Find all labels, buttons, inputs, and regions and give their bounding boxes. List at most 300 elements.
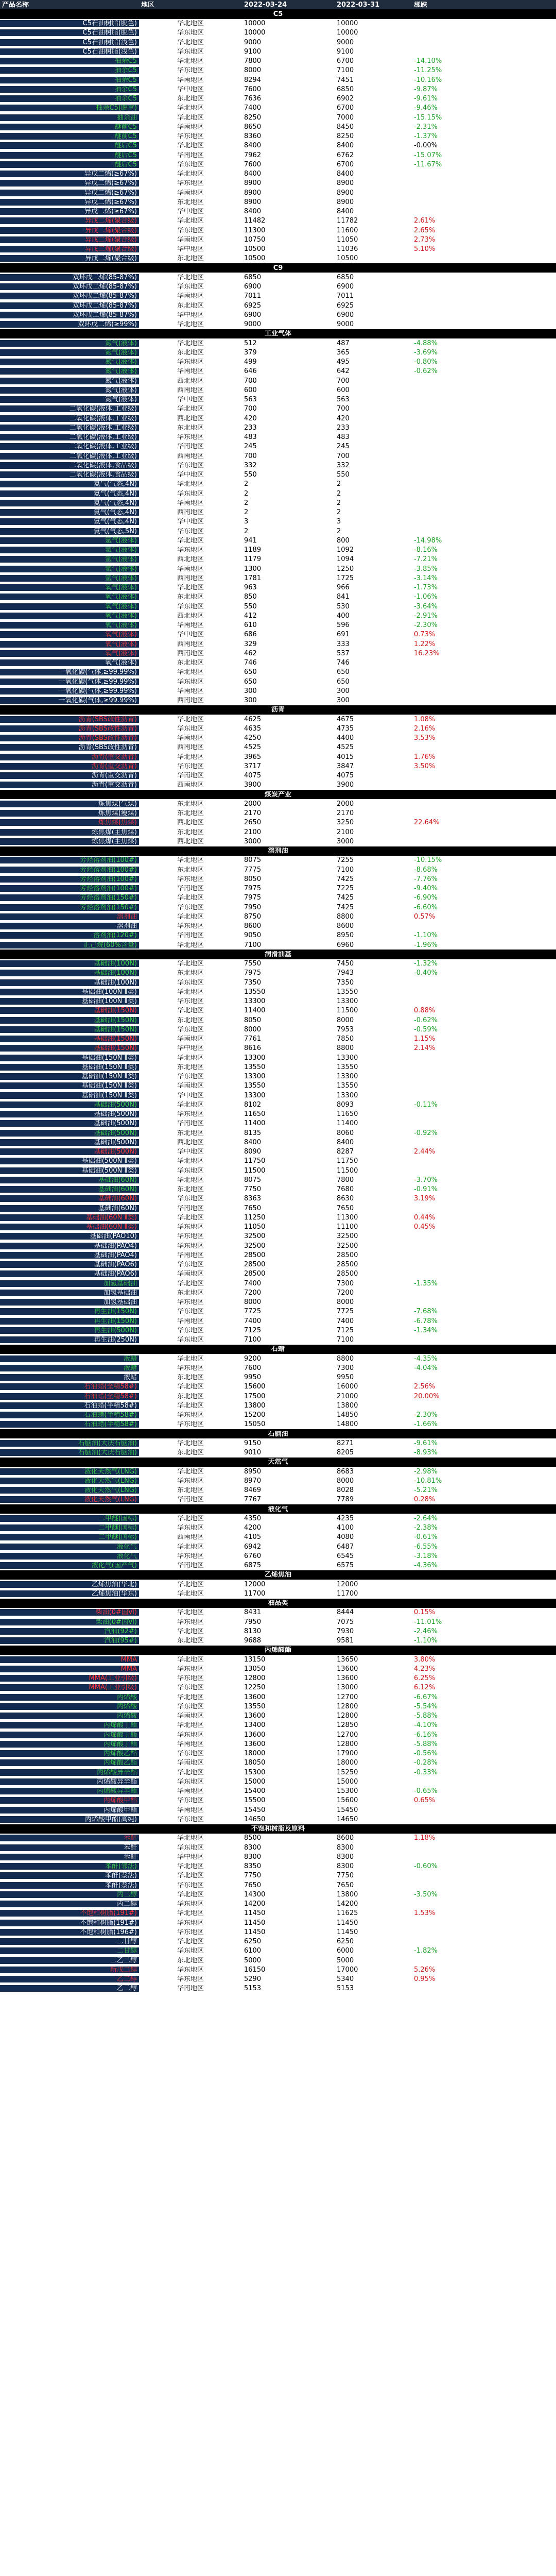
change-cell: -5.54%: [414, 1703, 438, 1710]
change-cell: -6.78%: [414, 1317, 438, 1325]
region-cell: 东北地区: [177, 1374, 204, 1381]
price-old-cell: 17500: [244, 1393, 266, 1400]
price-new-cell: 6850: [337, 274, 354, 281]
product-name-cell: 异戊二烯(≥67%): [0, 190, 139, 196]
price-old-cell: 7975: [244, 894, 262, 902]
region-cell: 东北地区: [177, 1063, 204, 1071]
section-title: C9: [273, 264, 283, 272]
price-old-cell: 13600: [244, 1713, 266, 1720]
table-row: [0, 1608, 556, 1617]
price-new-cell: 3847: [337, 762, 354, 770]
price-new-cell: 13550: [337, 1063, 358, 1071]
price-old-cell: 4105: [244, 1534, 262, 1541]
price-old-cell: 8600: [244, 923, 262, 930]
region-cell: 西南地区: [177, 1534, 204, 1541]
price-old-cell: 13600: [244, 1731, 266, 1738]
change-cell: 3.80%: [414, 1656, 436, 1663]
product-name-cell: 石油蜡(全精58#): [0, 1383, 139, 1390]
product-name-cell: 苯酐(萘法): [0, 1882, 139, 1889]
region-cell: 西北地区: [177, 1139, 204, 1146]
price-old-cell: 15300: [244, 1769, 266, 1776]
section-title: C5: [273, 10, 283, 18]
table-row: [0, 1100, 556, 1109]
price-old-cell: 332: [244, 462, 257, 469]
table-row: [0, 1194, 556, 1204]
price-new-cell: 7300: [337, 1364, 354, 1371]
region-cell: 华东地区: [177, 1703, 204, 1710]
product-name-cell: 双环戊二烯(85-87%): [0, 302, 139, 309]
table-row: [0, 1523, 556, 1533]
table-row: [0, 94, 556, 104]
product-name-cell: 基础油(500N): [0, 1101, 139, 1108]
change-cell: -3.50%: [414, 1891, 438, 1898]
region-cell: 东北地区: [177, 970, 204, 977]
table-row: [0, 470, 556, 480]
region-cell: 西南地区: [177, 452, 204, 460]
product-name-cell: 汽油(92#): [0, 1628, 139, 1635]
region-cell: 华北地区: [177, 1383, 204, 1391]
change-cell: -4.36%: [414, 1562, 438, 1569]
change-cell: -9.61%: [414, 1439, 438, 1447]
section-title: 润滑油基: [264, 951, 291, 958]
table-row: [0, 1655, 556, 1664]
product-name-cell: 基础油(500N Ⅱ类): [0, 1158, 139, 1164]
change-cell: -3.69%: [414, 349, 438, 356]
change-cell: -2.64%: [414, 1515, 438, 1522]
price-new-cell: 7300: [337, 1280, 354, 1287]
price-old-cell: 8000: [244, 1026, 262, 1033]
price-new-cell: 21000: [337, 1393, 358, 1400]
region-cell: 华南地区: [177, 293, 204, 300]
region-cell: 华南地区: [177, 76, 204, 83]
table-row: [0, 1250, 556, 1260]
price-old-cell: 550: [244, 471, 257, 479]
region-cell: 东北地区: [177, 1637, 204, 1645]
product-name-cell: 基础油(500N): [0, 1111, 139, 1117]
table-row: [0, 1438, 556, 1448]
product-name-cell: 异戊二烯(≥67%): [0, 199, 139, 206]
product-name-cell: 丙烯酸乙酯: [0, 1759, 139, 1766]
region-cell: 华东地区: [177, 762, 204, 770]
price-old-cell: 8970: [244, 1477, 262, 1484]
region-cell: 西南地区: [177, 650, 204, 657]
product-name-cell: 二乙二醇: [0, 1957, 139, 1964]
region-cell: 华南地区: [177, 1759, 204, 1767]
price-new-cell: 7425: [337, 894, 354, 902]
change-cell: -5.88%: [414, 1713, 438, 1720]
price-old-cell: 7761: [244, 1036, 262, 1043]
price-new-cell: 11500: [337, 1167, 358, 1174]
region-cell: 华南地区: [177, 565, 204, 572]
product-name-cell: 液蜡: [0, 1365, 139, 1371]
section-header: [0, 705, 556, 715]
price-old-cell: 32500: [244, 1233, 266, 1240]
price-new-cell: 5340: [337, 1976, 354, 1983]
region-cell: 华南地区: [177, 1713, 204, 1720]
product-name-cell: 沥青(重交沥青): [0, 763, 139, 770]
table-row: [0, 752, 556, 761]
product-name-cell: 基础油(PAO10): [0, 1233, 139, 1240]
change-cell: -14.10%: [414, 58, 442, 65]
price-old-cell: 13800: [244, 1402, 266, 1409]
price-new-cell: 9581: [337, 1637, 354, 1645]
region-cell: 华南地区: [177, 1251, 204, 1259]
table-row: [0, 1015, 556, 1025]
table-row: [0, 1843, 556, 1852]
product-name-cell: 液化气(国产气): [0, 1562, 139, 1569]
change-cell: -14.98%: [414, 537, 442, 544]
price-old-cell: 8363: [244, 1195, 262, 1202]
region-cell: 华北地区: [177, 1938, 204, 1945]
table-row: [0, 1213, 556, 1222]
table-row: [0, 1316, 556, 1326]
change-cell: -7.21%: [414, 556, 438, 563]
change-cell: -1.10%: [414, 1637, 438, 1645]
region-cell: 华北地区: [177, 1515, 204, 1522]
region-cell: 东北地区: [177, 800, 204, 807]
region-cell: 东北地区: [177, 1129, 204, 1137]
price-old-cell: 7600: [244, 1364, 262, 1371]
region-cell: 华东地区: [177, 1684, 204, 1691]
region-cell: 华北地区: [177, 114, 204, 121]
price-new-cell: 7075: [337, 1618, 354, 1625]
product-name-cell: 二甘醇: [0, 1947, 139, 1954]
price-old-cell: 8616: [244, 1045, 262, 1052]
change-cell: -0.33%: [414, 1769, 438, 1776]
region-cell: 华东地区: [177, 1976, 204, 1983]
price-new-cell: 11450: [337, 1919, 358, 1926]
price-new-cell: 4015: [337, 753, 354, 760]
table-row: [0, 1787, 556, 1796]
price-old-cell: 4250: [244, 735, 262, 742]
price-new-cell: 332: [337, 462, 350, 469]
price-old-cell: 6760: [244, 1552, 262, 1560]
region-cell: 华中地区: [177, 1045, 204, 1052]
table-row: [0, 592, 556, 602]
table-row: [0, 1081, 556, 1091]
product-name-cell: 苯酐: [0, 1835, 139, 1841]
change-cell: -4.35%: [414, 1355, 438, 1362]
price-new-cell: 8400: [337, 208, 354, 215]
table-row: [0, 1335, 556, 1345]
price-old-cell: 4635: [244, 725, 262, 732]
region-cell: 华东地区: [177, 29, 204, 37]
price-old-cell: 13150: [244, 1656, 266, 1663]
price-new-cell: 3000: [337, 838, 354, 845]
price-old-cell: 6925: [244, 302, 262, 309]
table-row: [0, 442, 556, 451]
product-name-cell: 加氢基础油: [0, 1299, 139, 1306]
price-new-cell: 6960: [337, 941, 354, 948]
change-cell: -15.15%: [414, 114, 442, 121]
region-cell: 东北地区: [177, 349, 204, 356]
price-old-cell: 28500: [244, 1251, 266, 1259]
product-name-cell: 石油蜡(半精58#): [0, 1402, 139, 1409]
price-old-cell: 2: [244, 481, 249, 488]
price-old-cell: 7962: [244, 151, 262, 159]
price-old-cell: 2: [244, 490, 249, 497]
region-cell: 华北地区: [177, 1590, 204, 1597]
table-row: [0, 226, 556, 235]
change-cell: -1.34%: [414, 1327, 438, 1334]
price-old-cell: 3000: [244, 838, 262, 845]
table-row: [0, 1749, 556, 1758]
change-cell: 0.57%: [414, 913, 436, 920]
price-old-cell: 12800: [244, 1675, 266, 1682]
change-cell: -2.31%: [414, 123, 438, 130]
region-cell: 华东地区: [177, 998, 204, 1005]
price-old-cell: 8900: [244, 198, 262, 206]
product-name-cell: 丙烯酸甲酯: [0, 1807, 139, 1814]
region-cell: 华南地区: [177, 932, 204, 939]
table-row: [0, 611, 556, 620]
price-new-cell: 841: [337, 594, 350, 601]
change-cell: -11.67%: [414, 161, 442, 168]
section-title: 乙烯焦油: [264, 1571, 291, 1579]
table-row: [0, 1307, 556, 1316]
price-old-cell: 2000: [244, 800, 262, 807]
table-row: [0, 696, 556, 705]
table-row: [0, 66, 556, 75]
section-header: [0, 9, 556, 19]
product-name-cell: C5石油树脂(脱色): [0, 29, 139, 36]
price-old-cell: 1300: [244, 565, 262, 572]
table-row: [0, 1900, 556, 1909]
price-new-cell: 9000: [337, 39, 354, 46]
change-cell: 6.25%: [414, 1675, 436, 1682]
change-cell: 20.00%: [414, 1393, 440, 1400]
product-name-cell: 醚后C5: [0, 161, 139, 168]
product-name-cell: 氦气(气态,4N): [0, 518, 139, 525]
price-old-cell: 8950: [244, 1468, 262, 1475]
price-new-cell: 6902: [337, 95, 354, 103]
price-new-cell: 8000: [337, 1477, 354, 1484]
product-name-cell: 沥青(重交沥青): [0, 782, 139, 788]
price-old-cell: 11482: [244, 217, 266, 225]
table-row: [0, 254, 556, 263]
table-row: [0, 197, 556, 207]
price-old-cell: 8050: [244, 1016, 262, 1024]
region-cell: 华东地区: [177, 1844, 204, 1851]
price-old-cell: 8400: [244, 171, 262, 178]
region-cell: 西南地区: [177, 697, 204, 704]
region-cell: 华东地区: [177, 1167, 204, 1174]
price-new-cell: 28500: [337, 1270, 358, 1278]
price-new-cell: 530: [337, 603, 350, 610]
section-header: [0, 1345, 556, 1354]
product-name-cell: 不饱和树脂(191#): [0, 1920, 139, 1926]
table-row: [0, 1834, 556, 1843]
table-row: [0, 150, 556, 160]
price-old-cell: 10000: [244, 29, 266, 37]
price-old-cell: 7400: [244, 105, 262, 112]
section-header: [0, 1458, 556, 1467]
section-header: [0, 263, 556, 273]
table-row: [0, 715, 556, 724]
price-old-cell: 13300: [244, 1092, 266, 1099]
price-old-cell: 10750: [244, 236, 266, 243]
price-new-cell: 2100: [337, 828, 354, 836]
region-cell: 华东地区: [177, 1477, 204, 1484]
product-name-cell: 基础油(60N Ⅱ类): [0, 1214, 139, 1221]
region-cell: 华北地区: [177, 1158, 204, 1165]
region-cell: 华北地区: [177, 857, 204, 864]
price-new-cell: 8800: [337, 1045, 354, 1052]
price-old-cell: 8300: [244, 1844, 262, 1851]
price-new-cell: 6545: [337, 1552, 354, 1560]
price-old-cell: 462: [244, 650, 257, 657]
table-row: [0, 1815, 556, 1824]
section-title: 天然气: [268, 1459, 288, 1466]
price-new-cell: 8900: [337, 180, 354, 187]
price-new-cell: 2: [337, 481, 341, 488]
table-row: [0, 1927, 556, 1937]
region-cell: 华南地区: [177, 1270, 204, 1278]
price-old-cell: 13550: [244, 988, 266, 995]
region-cell: 华东地区: [177, 180, 204, 187]
price-old-cell: 28500: [244, 1270, 266, 1278]
product-name-cell: 溶剂油(120#): [0, 932, 139, 939]
table-row: [0, 1326, 556, 1335]
region-cell: 华东地区: [177, 1073, 204, 1080]
table-row: [0, 1777, 556, 1786]
change-cell: -0.91%: [414, 1186, 438, 1193]
price-old-cell: 700: [244, 405, 257, 413]
price-new-cell: 6925: [337, 302, 354, 309]
product-name-cell: 氧气(液体): [0, 659, 139, 666]
product-name-cell: 基础油(150N): [0, 1026, 139, 1033]
table-row: [0, 1044, 556, 1053]
table-row: [0, 1580, 556, 1589]
table-row: [0, 630, 556, 639]
price-old-cell: 2: [244, 499, 249, 506]
price-old-cell: 8900: [244, 180, 262, 187]
table-row: [0, 1025, 556, 1034]
price-new-cell: 32500: [337, 1233, 358, 1240]
region-cell: 华北地区: [177, 340, 204, 347]
change-cell: -1.32%: [414, 960, 438, 968]
region-cell: 华南地区: [177, 189, 204, 196]
product-name-cell: 双环戊二烯(85-87%): [0, 274, 139, 281]
price-old-cell: 412: [244, 612, 257, 619]
region-cell: 华南地区: [177, 735, 204, 742]
change-cell: 0.45%: [414, 1224, 436, 1231]
region-cell: 华北地区: [177, 142, 204, 149]
price-new-cell: 650: [337, 669, 350, 676]
price-new-cell: 12800: [337, 1703, 358, 1710]
table-row: [0, 489, 556, 498]
region-cell: 华北地区: [177, 716, 204, 723]
price-new-cell: 11100: [337, 1224, 358, 1231]
price-new-cell: 7000: [337, 114, 354, 121]
price-new-cell: 2: [337, 509, 341, 516]
price-new-cell: 300: [337, 697, 350, 704]
table-row: [0, 959, 556, 969]
region-cell: 华中地区: [177, 86, 204, 93]
region-cell: 华东地区: [177, 1327, 204, 1334]
table-row: [0, 1561, 556, 1570]
price-old-cell: 686: [244, 631, 257, 638]
product-name-cell: 丙烯酸乙酯: [0, 1750, 139, 1757]
table-row: [0, 536, 556, 545]
table-row: [0, 1175, 556, 1184]
price-new-cell: 8630: [337, 1195, 354, 1202]
region-cell: 华北地区: [177, 39, 204, 46]
price-old-cell: 8000: [244, 67, 262, 74]
table-row: [0, 1805, 556, 1815]
price-new-cell: 7450: [337, 960, 354, 968]
price-old-cell: 700: [244, 377, 257, 384]
product-name-cell: 液蜡: [0, 1355, 139, 1362]
price-new-cell: 7255: [337, 857, 354, 864]
price-new-cell: 28500: [337, 1261, 358, 1268]
price-old-cell: 13600: [244, 1740, 266, 1748]
change-cell: 2.14%: [414, 1045, 436, 1052]
change-cell: -1.06%: [414, 594, 438, 601]
product-name-cell: 氧气(液体): [0, 631, 139, 638]
table-row: [0, 517, 556, 527]
price-new-cell: 495: [337, 359, 350, 366]
region-cell: 华北地区: [177, 894, 204, 902]
region-cell: 华东地区: [177, 359, 204, 366]
price-old-cell: 7650: [244, 1882, 262, 1889]
price-old-cell: 8075: [244, 857, 262, 864]
price-new-cell: 8060: [337, 1129, 354, 1137]
product-name-cell: 基础油(100N): [0, 979, 139, 986]
price-old-cell: 4075: [244, 772, 262, 779]
product-name-cell: 炼焦煤(主焦煤): [0, 838, 139, 845]
price-new-cell: 28500: [337, 1251, 358, 1259]
price-new-cell: 15250: [337, 1769, 358, 1776]
region-cell: 华东地区: [177, 979, 204, 986]
region-cell: 华东地区: [177, 48, 204, 55]
product-name-cell: 丙二醇: [0, 1891, 139, 1898]
table-row: [0, 1617, 556, 1626]
table-row: [0, 461, 556, 470]
product-name-cell: 氮气(液体): [0, 359, 139, 365]
product-name-cell: 抽余C5: [0, 67, 139, 74]
region-cell: 华南地区: [177, 236, 204, 243]
product-name-cell: 基础油(500N): [0, 1130, 139, 1137]
product-name-cell: 氦气(气态,4N): [0, 490, 139, 497]
change-cell: 0.28%: [414, 1496, 436, 1503]
table-row: [0, 997, 556, 1006]
table-row: [0, 160, 556, 169]
price-old-cell: 7200: [244, 1289, 262, 1296]
price-old-cell: 3900: [244, 782, 262, 789]
product-name-cell: 醚前C5: [0, 124, 139, 130]
change-cell: -2.46%: [414, 1628, 438, 1635]
table-row: [0, 940, 556, 950]
region-cell: 华北地区: [177, 1280, 204, 1287]
price-new-cell: 746: [337, 659, 350, 667]
price-new-cell: 700: [337, 377, 350, 384]
price-new-cell: 2: [337, 528, 341, 535]
region-cell: 华北地区: [177, 669, 204, 676]
table-row: [0, 1636, 556, 1646]
region-cell: 华中地区: [177, 1853, 204, 1860]
product-name-cell: 二甲醚(国标): [0, 1524, 139, 1531]
table-row: [0, 1533, 556, 1542]
price-new-cell: 650: [337, 678, 350, 685]
product-name-cell: 抽余C5: [0, 86, 139, 93]
price-new-cell: 12800: [337, 1740, 358, 1748]
price-new-cell: 7953: [337, 1026, 354, 1033]
table-row: [0, 1006, 556, 1015]
product-name-cell: 异戊二烯(≥67%): [0, 171, 139, 177]
section-header: [0, 790, 556, 799]
product-name-cell: 基础油(150N): [0, 1017, 139, 1024]
